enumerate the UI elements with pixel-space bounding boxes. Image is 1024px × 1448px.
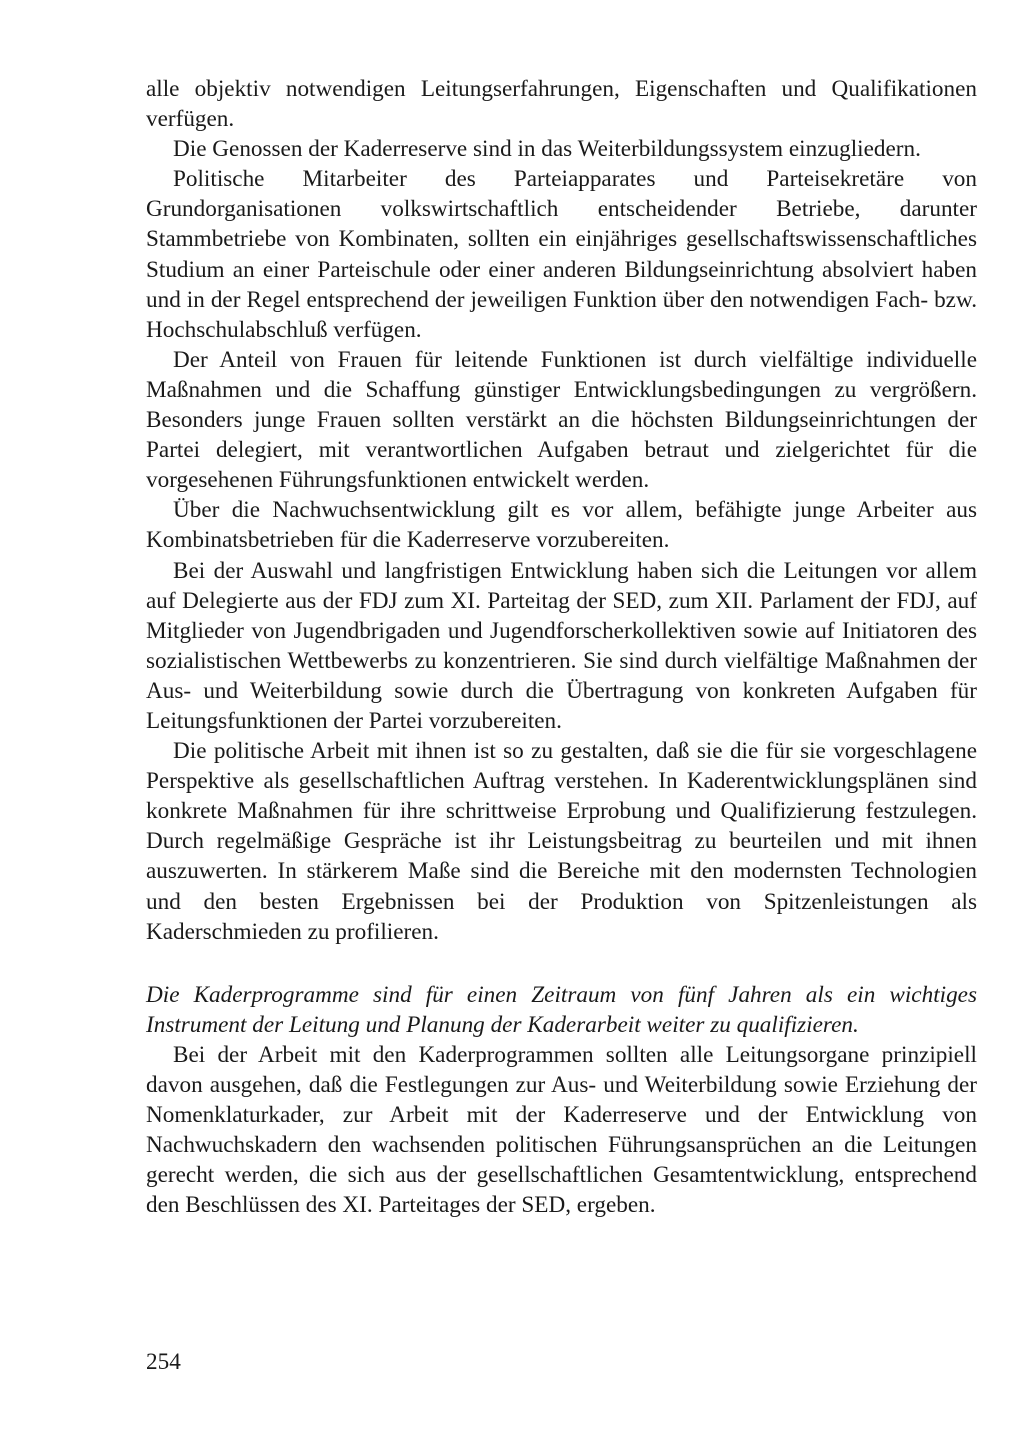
paragraph-politische-arbeit: Die politische Arbeit mit ihnen ist so zu gestalten, daß sie die für sie vorgeschlagene Perspektive als gesellschaftlichen Auftrag verstehen. In Kaderentwicklungsplänen sind konkrete Maßnahmen für ihre schrittweise Erprobung und Qualifizierung festzulegen. Durch regelmäßige Gespräche ist ihr Leistungsbeitrag zu beurteilen und mit ihnen auszuwerten. In stärkerem Maße sind die Bereiche mit den modernsten Technologien und den besten Ergebnissen bei der Produktion von Spitzenleistungen als Kaderschmieden zu profilieren. — [146, 738, 977, 945]
section-spacer — [146, 947, 977, 980]
paragraph-frauen-funktionen: Der Anteil von Frauen für leitende Funktionen ist durch vielfältige individuelle Maßnahmen und die Schaffung günstiger Entwicklungsbedingungen zu vergrößern. Besonders junge Frauen sollten verstärkt an die höchsten Bildungseinrichtungen der Partei delegiert, mit verantwortlichen Aufgaben betraut und zielgerichtet für die vorgesehenen Führungsfunktionen entwickelt werden. — [146, 346, 977, 494]
paragraph-politische-mitarbeiter: Politische Mitarbeiter des Parteiapparates und Parteisekretäre von Grundorganisationen volkswirtschaftlich entscheidender Betriebe, darunter Stammbetriebe von Kombinaten, sollten ein einjähriges gesellschaftswissenschaftliches Studium an einer Parteischule oder einer anderen Bildungseinrichtung absolviert haben und in der Regel entsprechend der jeweiligen Funktion über den notwendigen Fach- bzw. Hochschulabschluß verfügen. — [146, 166, 977, 343]
page-number: 254 — [146, 1349, 181, 1375]
paragraph-continuation: alle objektiv notwendigen Leitungserfahrungen, Eigenschaften und Qualifikationen verfügen. — [146, 76, 977, 133]
page-body — [146, 74, 977, 1220]
paragraph-kaderreserve-weiterbildung: Die Genossen der Kaderreserve sind in das Weiterbildungssystem einzugliedern. — [173, 136, 921, 163]
paragraph-auswahl-entwicklung: Bei der Auswahl und langfristigen Entwicklung haben sich die Leitungen vor allem auf Delegierte aus der FDJ zum XI. Parteitag der SED, zum XII. Parlament der FDJ, auf Mitglieder von Jugendbrigaden und Jugendforscherkollektiven sowie auf Initiatoren des sozialistischen Wettbewerbs zu konzentrieren. Sie sind durch vielfältige Maßnahmen der Aus- und Weiterbildung sowie durch die Übertragung von konkreten Aufgaben für Leitungsfunktionen der Partei vorzubereiten. — [146, 557, 977, 734]
paragraph-emphasis-kaderprogramme: Die Kaderprogramme sind für einen Zeitraum von fünf Jahren als ein wichtiges Instrument der Leitung und Planung der Kaderarbeit weiter zu qualifizieren. — [146, 981, 977, 1038]
paragraph-nachwuchsentwicklung: Über die Nachwuchsentwicklung gilt es vor allem, befähigte junge Arbeiter aus Kombinatsbetrieben für die Kaderreserve vorzubereiten. — [146, 497, 977, 554]
paragraph-arbeit-kaderprogramme: Bei der Arbeit mit den Kaderprogrammen sollten alle Leitungsorgane prinzipiell davon ausgehen, daß die Festlegungen zur Aus- und Weiterbildung sowie Erziehung der Nomenklaturkader, zur Arbeit mit der Kaderreserve und der Entwicklung von Nachwuchskadern den wachsenden politischen Führungsansprüchen an die Leitungen gerecht werden, die sich aus der gesellschaftlichen Gesamtentwicklung, entsprechend den Beschlüssen des XI. Parteitages der SED, ergeben. — [146, 1041, 977, 1219]
